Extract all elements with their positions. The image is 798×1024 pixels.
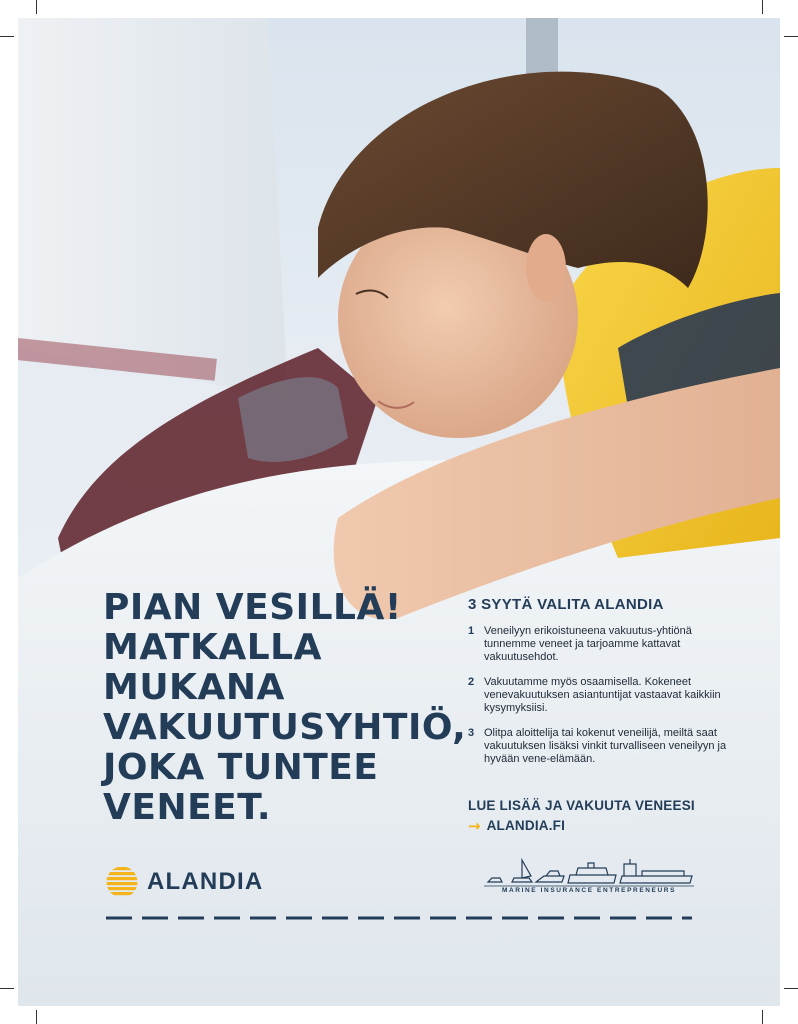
tagline: MARINE INSURANCE ENTREPRENEURS bbox=[501, 887, 677, 894]
reasons-section bbox=[468, 596, 728, 778]
headline-line: MUKANA bbox=[103, 667, 285, 708]
alandia-logo bbox=[106, 866, 263, 898]
reason-text: Vakuutamme myös osaamisella. Kokeneet venevakuutuksen asiantuntijat vastaavat kaikkiin kysymyksiisi. bbox=[484, 676, 721, 714]
crop-mark bbox=[0, 988, 14, 989]
crop-mark bbox=[784, 988, 798, 989]
crop-mark bbox=[762, 1010, 763, 1024]
crop-mark bbox=[0, 36, 14, 37]
crop-mark bbox=[784, 36, 798, 37]
alandia-sun-icon bbox=[106, 866, 138, 898]
headline-line: JOKA TUNTEE bbox=[103, 747, 379, 788]
headline-line: VENEET. bbox=[103, 787, 272, 828]
headline-line: VAKUUTUSYHTIÖ, bbox=[103, 707, 467, 748]
reason-number: 1 bbox=[468, 625, 475, 637]
arrow-right-icon: → bbox=[468, 816, 481, 835]
dashed-divider bbox=[106, 916, 692, 920]
headline-line: MATKALLA bbox=[103, 627, 322, 668]
reasons-title: 3 SYYTÄ VALITA ALANDIA bbox=[468, 596, 664, 613]
cta-text: LUE LISÄÄ JA VAKUUTA VENEESI bbox=[468, 798, 695, 813]
reason-item bbox=[468, 727, 728, 766]
reason-number: 3 bbox=[468, 727, 475, 739]
crop-mark bbox=[36, 1010, 37, 1024]
brand-name: ALANDIA bbox=[147, 868, 264, 895]
crop-mark bbox=[762, 0, 763, 14]
call-to-action bbox=[468, 798, 695, 833]
website-link-label: ALANDIA.FI bbox=[486, 818, 566, 833]
reason-item bbox=[468, 676, 728, 715]
website-link[interactable] bbox=[468, 818, 695, 833]
reason-item bbox=[468, 625, 728, 664]
headline-line: PIAN VESILLÄ! bbox=[103, 587, 402, 628]
crop-mark bbox=[36, 0, 37, 14]
advertisement bbox=[18, 18, 780, 1006]
reason-text: Veneilyyn erikoistuneena vakuutus-yhtiönä tunnemme veneet ja tarjoamme kattavat vakuutusehdot. bbox=[484, 625, 692, 663]
headline bbox=[103, 587, 467, 828]
reason-text: Olitpa aloittelija tai kokenut veneilijä, meiltä saat vakuutuksen lisäksi vinkit turvalliseen veneilyyn ja hyvään vene-elämään. bbox=[484, 727, 727, 765]
reason-number: 2 bbox=[468, 676, 475, 688]
